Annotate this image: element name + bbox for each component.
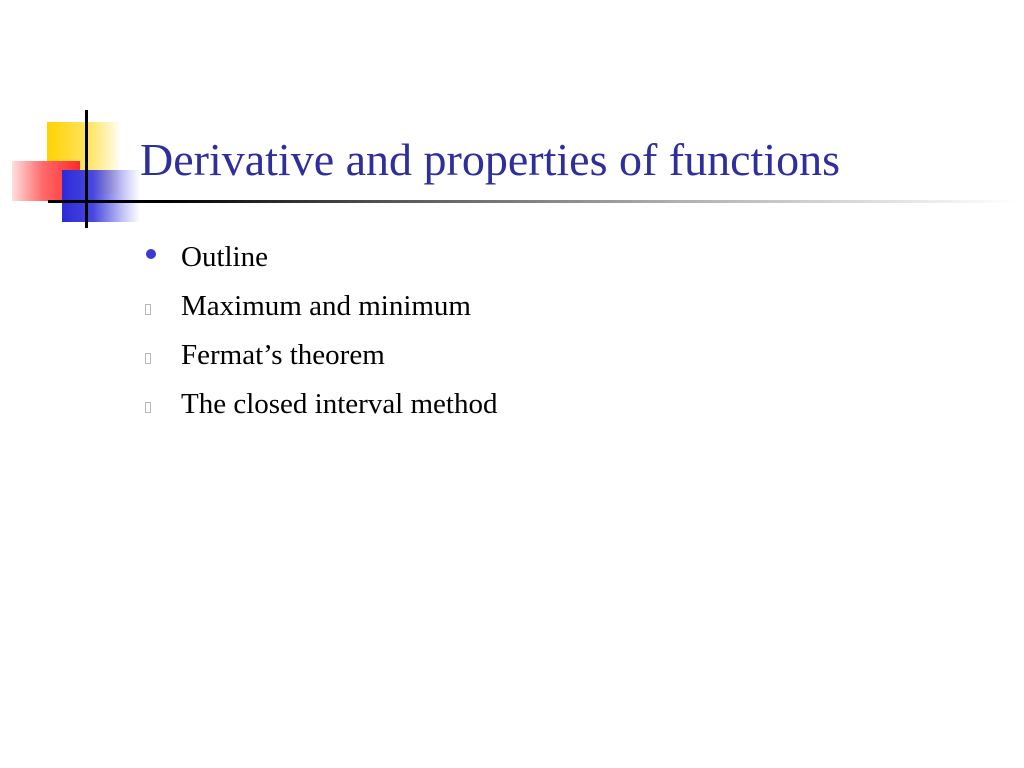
corner-decoration [0, 0, 140, 240]
bullet-text: Outline [181, 241, 268, 273]
bullet-text: The closed interval method [181, 388, 498, 420]
missing-glyph-icon [145, 353, 151, 364]
blue-square-decoration [62, 170, 140, 222]
bullet-marker [140, 331, 181, 380]
bullet-list [140, 233, 497, 429]
bullet-item [140, 331, 497, 380]
slide-title: Derivative and properties of functions [140, 134, 840, 185]
missing-glyph-icon [145, 402, 151, 413]
bullet-marker [140, 233, 181, 282]
bullet-item [140, 380, 497, 429]
bullet-item [140, 233, 497, 282]
bullet-text: Fermat’s theorem [181, 339, 385, 371]
bullet-dot-icon [146, 249, 156, 259]
missing-glyph-icon [145, 304, 151, 315]
bullet-marker [140, 380, 181, 429]
title-underline-rule [48, 200, 1018, 203]
bullet-text: Maximum and minimum [181, 290, 471, 322]
bullet-item [140, 282, 497, 331]
bullet-marker [140, 282, 181, 331]
vertical-rule-decoration [85, 110, 88, 228]
